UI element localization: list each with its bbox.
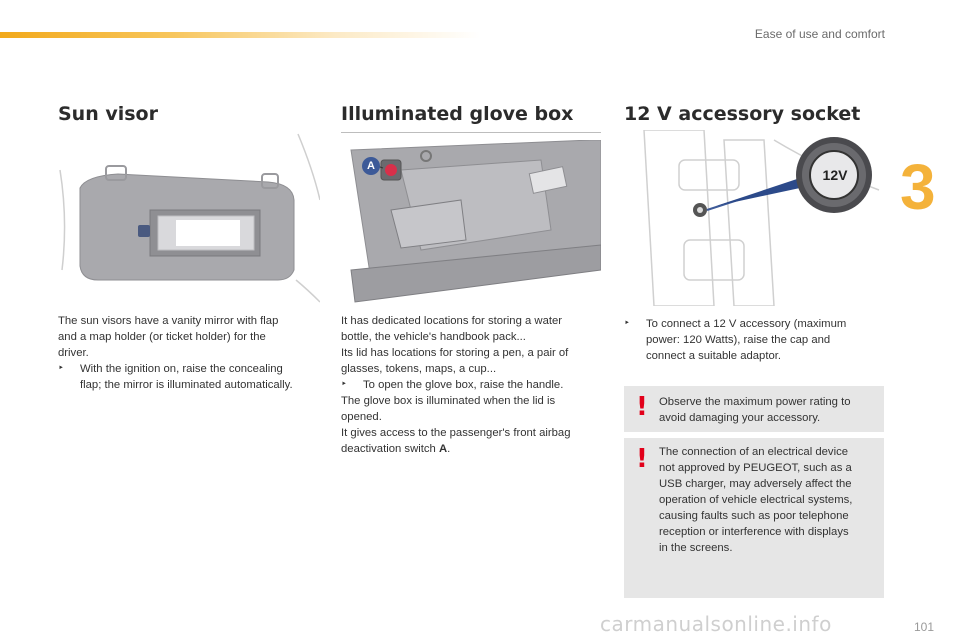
socket-text [624, 316, 884, 364]
socket-illustration [624, 130, 884, 306]
warning-box-power [624, 386, 884, 432]
top-accent-bar [0, 32, 480, 38]
glove-box-line-6: opened. [341, 411, 382, 423]
warning-device-text [659, 444, 874, 556]
warning-device-line-5: causing faults such as poor telephone [659, 510, 849, 522]
sun-visor-bullet [58, 361, 323, 393]
glove-box-illustration [341, 140, 601, 306]
glove-box-title: Illuminated glove box [341, 103, 574, 125]
sun-visor-line-1: The sun visors have a vanity mirror with flap [58, 315, 279, 327]
sun-visor-bullet-line-2: flap; the mirror is illuminated automatically. [80, 379, 293, 391]
warning-power-line-1: Observe the maximum power rating to [659, 396, 851, 408]
glove-box-rule [341, 132, 601, 133]
sun-visor-bullet-line-1: With the ignition on, raise the concealing [80, 363, 283, 375]
glove-box-last-bold: A [438, 443, 448, 455]
glove-box-line-7: It gives access to the passenger's front airbag [341, 427, 571, 439]
glove-box-last-prefix: deactivation switch [341, 443, 439, 455]
warning-device-line-2: not approved by PEUGEOT, such as a [659, 462, 852, 474]
glove-box-line-5: The glove box is illuminated when the lid is [341, 395, 556, 407]
arrow-bullet-icon: ‣ [58, 363, 64, 374]
exclamation-icon: ! [636, 444, 648, 474]
chapter-number: 3 [900, 151, 936, 223]
glove-box-line-2: bottle, the vehicle's handbook pack... [341, 331, 526, 343]
glove-box-bullet-text: To open the glove box, raise the handle. [363, 379, 564, 391]
sun-visor-line-2: and a map holder (or ticket holder) for the [58, 331, 266, 343]
socket-bullet-line-1: To connect a 12 V accessory (maximum [646, 318, 847, 330]
warning-device-line-1: The connection of an electrical device [659, 446, 849, 458]
arrow-bullet-icon: ‣ [624, 318, 630, 329]
warning-power-line-2: avoid damaging your accessory. [659, 412, 821, 424]
glove-box-line-1: It has dedicated locations for storing a water [341, 315, 563, 327]
sun-visor-text [58, 313, 323, 393]
sun-visor-line-3: driver. [58, 347, 89, 359]
sun-visor-illustration [58, 130, 320, 306]
arrow-bullet-icon: ‣ [341, 379, 347, 390]
warning-device-line-4: operation of vehicle electrical systems, [659, 494, 853, 506]
glove-box-line-8 [341, 441, 606, 457]
page-number: 101 [913, 620, 934, 634]
sun-visor-title: Sun visor [58, 103, 158, 125]
glove-box-line-3: Its lid has locations for storing a pen, a pair of [341, 347, 569, 359]
socket-bullet [624, 316, 884, 364]
glove-box-line-4: glasses, tokens, maps, a cup... [341, 363, 497, 375]
label-a-badge: A [362, 157, 380, 175]
warning-device-line-6: reception or interference with displays [659, 526, 849, 538]
glove-box-text [341, 313, 606, 457]
warning-device-line-3: USB charger, may adversely affect the [659, 478, 852, 490]
socket-bullet-line-3: connect a suitable adaptor. [646, 350, 782, 362]
12v-badge: 12V [822, 167, 848, 183]
socket-title: 12 V accessory socket [624, 103, 861, 125]
glove-box-bullet [341, 377, 606, 393]
warning-box-device [624, 438, 884, 598]
warning-device-line-7: in the screens. [659, 542, 733, 554]
warning-power-text [659, 394, 874, 426]
exclamation-icon: ! [636, 392, 648, 422]
socket-bullet-line-2: power: 120 Watts), raise the cap and [646, 334, 831, 346]
glove-box-last-suffix: . [447, 443, 451, 455]
watermark: carmanualsonline.info [600, 612, 832, 636]
section-title: Ease of use and comfort [754, 27, 885, 41]
